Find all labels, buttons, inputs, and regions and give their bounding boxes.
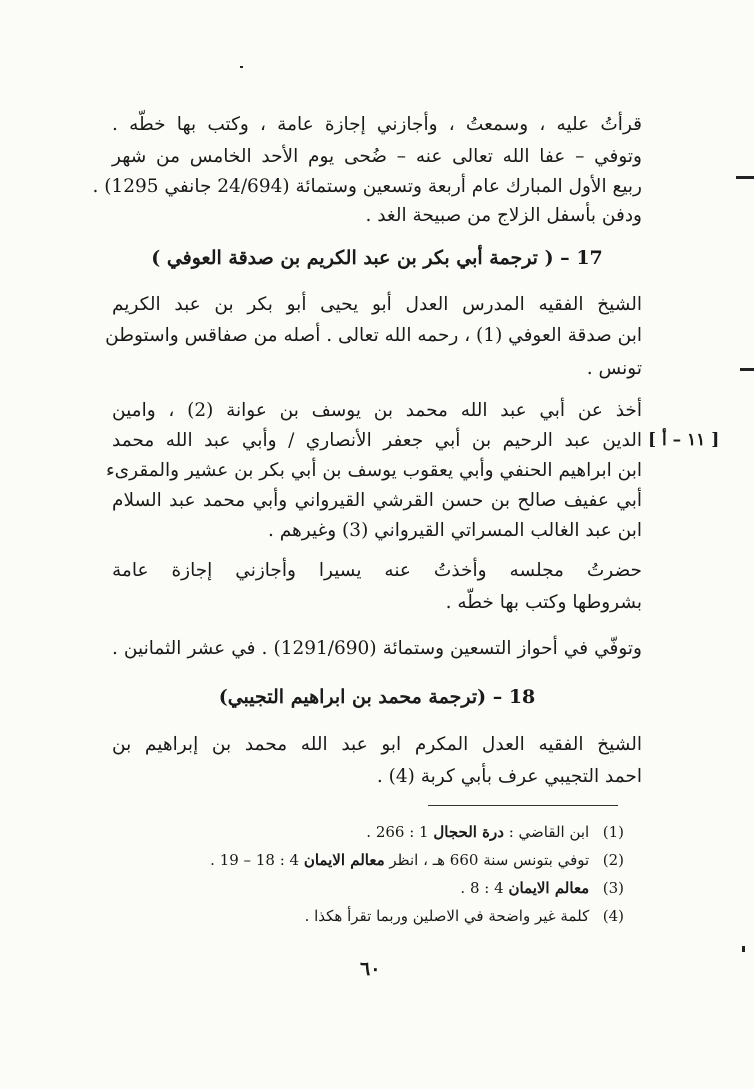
text-line: ابن صدقة العوفي (1) ، رحمه الله تعالى . أصله من صفاقس واستوطن: [105, 325, 642, 346]
footnote-text: 4 : 18 – 19 .: [210, 851, 304, 869]
text-line: أخذ عن أبي عبد الله محمد بن يوسف بن عوانة (2) ، وامين: [112, 400, 642, 421]
footnote-text: توفي بتونس سنة 660 هـ ، انظر: [384, 851, 590, 869]
footnote: [104, 877, 624, 899]
text-line: ودفن بأسفل الزلاج من صبيحة الغد .: [365, 205, 642, 226]
footnote-number: (3): [602, 879, 624, 897]
text-line: ابن ابراهيم الحنفي وأبي يعقوب يوسف بن أبي بكر بن عشير والمقرىء: [105, 460, 642, 481]
footnote-text: ابن القاضي :: [503, 823, 590, 841]
text-line: وتوفي – عفا الله تعالى عنه – ضُحى يوم الأحد الخامس من شهر: [112, 146, 642, 167]
text-line: احمد التجيبي عرف بأبي كربة (4) .: [376, 766, 642, 787]
scan-edge-mark: [742, 946, 745, 952]
scan-edge-mark: [736, 176, 754, 179]
text-line: ابن عبد الغالب المسراتي القيرواني (3) وغيرهم .: [267, 520, 642, 541]
text-line: قرأتُ عليه ، وسمعتُ ، وأجازني إجازة عامة ، وكتب بها خطّه .: [112, 114, 642, 135]
footnote-number: (2): [602, 851, 624, 869]
page-number: ٦٠: [360, 958, 381, 980]
footnote: [104, 905, 624, 927]
text-line: أبي عفيف صالح بن حسن القرشي القيرواني وأبي محمد عبد السلام: [112, 490, 642, 511]
text-line: ربيع الأول المبارك عام أربعة وتسعين وستمائة (24/694 جانفي 1295) .: [92, 176, 642, 197]
scan-dust-mark: [240, 66, 243, 68]
text-line: بشروطها وكتب بها خطّه .: [445, 592, 642, 613]
footnote-number: (4): [602, 907, 624, 925]
footnote-number: (1): [602, 823, 624, 841]
footnote-text: 4 : 8 .: [460, 879, 509, 897]
footnote: [104, 849, 624, 871]
footnote-source-title: معالم الايمان: [508, 879, 590, 897]
footnote-source-title: درة الحجال: [433, 823, 504, 841]
text-line: حضرتُ مجلسه وأخذتُ عنه يسيرا وأجازني إجازة عامة: [112, 560, 642, 581]
scan-edge-mark: [740, 368, 754, 371]
text-line: الشيخ الفقيه المدرس العدل أبو يحيى أبو بكر بن عبد الكريم: [112, 294, 642, 315]
footnote-divider: [428, 805, 618, 806]
footnote-text: كلمة غير واضحة في الاصلين وربما تقرأ هكذا .: [304, 907, 590, 925]
footnote: [104, 821, 624, 843]
section-heading-18: 18 – (ترجمة محمد بن ابراهيم التجيبي): [218, 686, 536, 708]
text-line: تونس .: [586, 358, 642, 379]
footnote-source-title: معالم الايمان: [303, 851, 385, 869]
text-line: وتوفّي في أحواز التسعين وستمائة (1291/690) . في عشر الثمانين .: [112, 638, 642, 659]
section-heading-17: 17 – ( ترجمة أبي بكر بن عبد الكريم بن صدقة العوفي ): [151, 247, 603, 269]
text-line: الشيخ الفقيه العدل المكرم ابو عبد الله محمد بن إبراهيم بن: [112, 734, 642, 755]
text-line: الدين عبد الرحيم بن أبي جعفر الأنصاري / وأبي عبد الله محمد: [112, 430, 642, 451]
footnote-text: 1 : 266 .: [366, 823, 434, 841]
margin-folio-note: [ ١١ – أ ]: [648, 430, 720, 450]
